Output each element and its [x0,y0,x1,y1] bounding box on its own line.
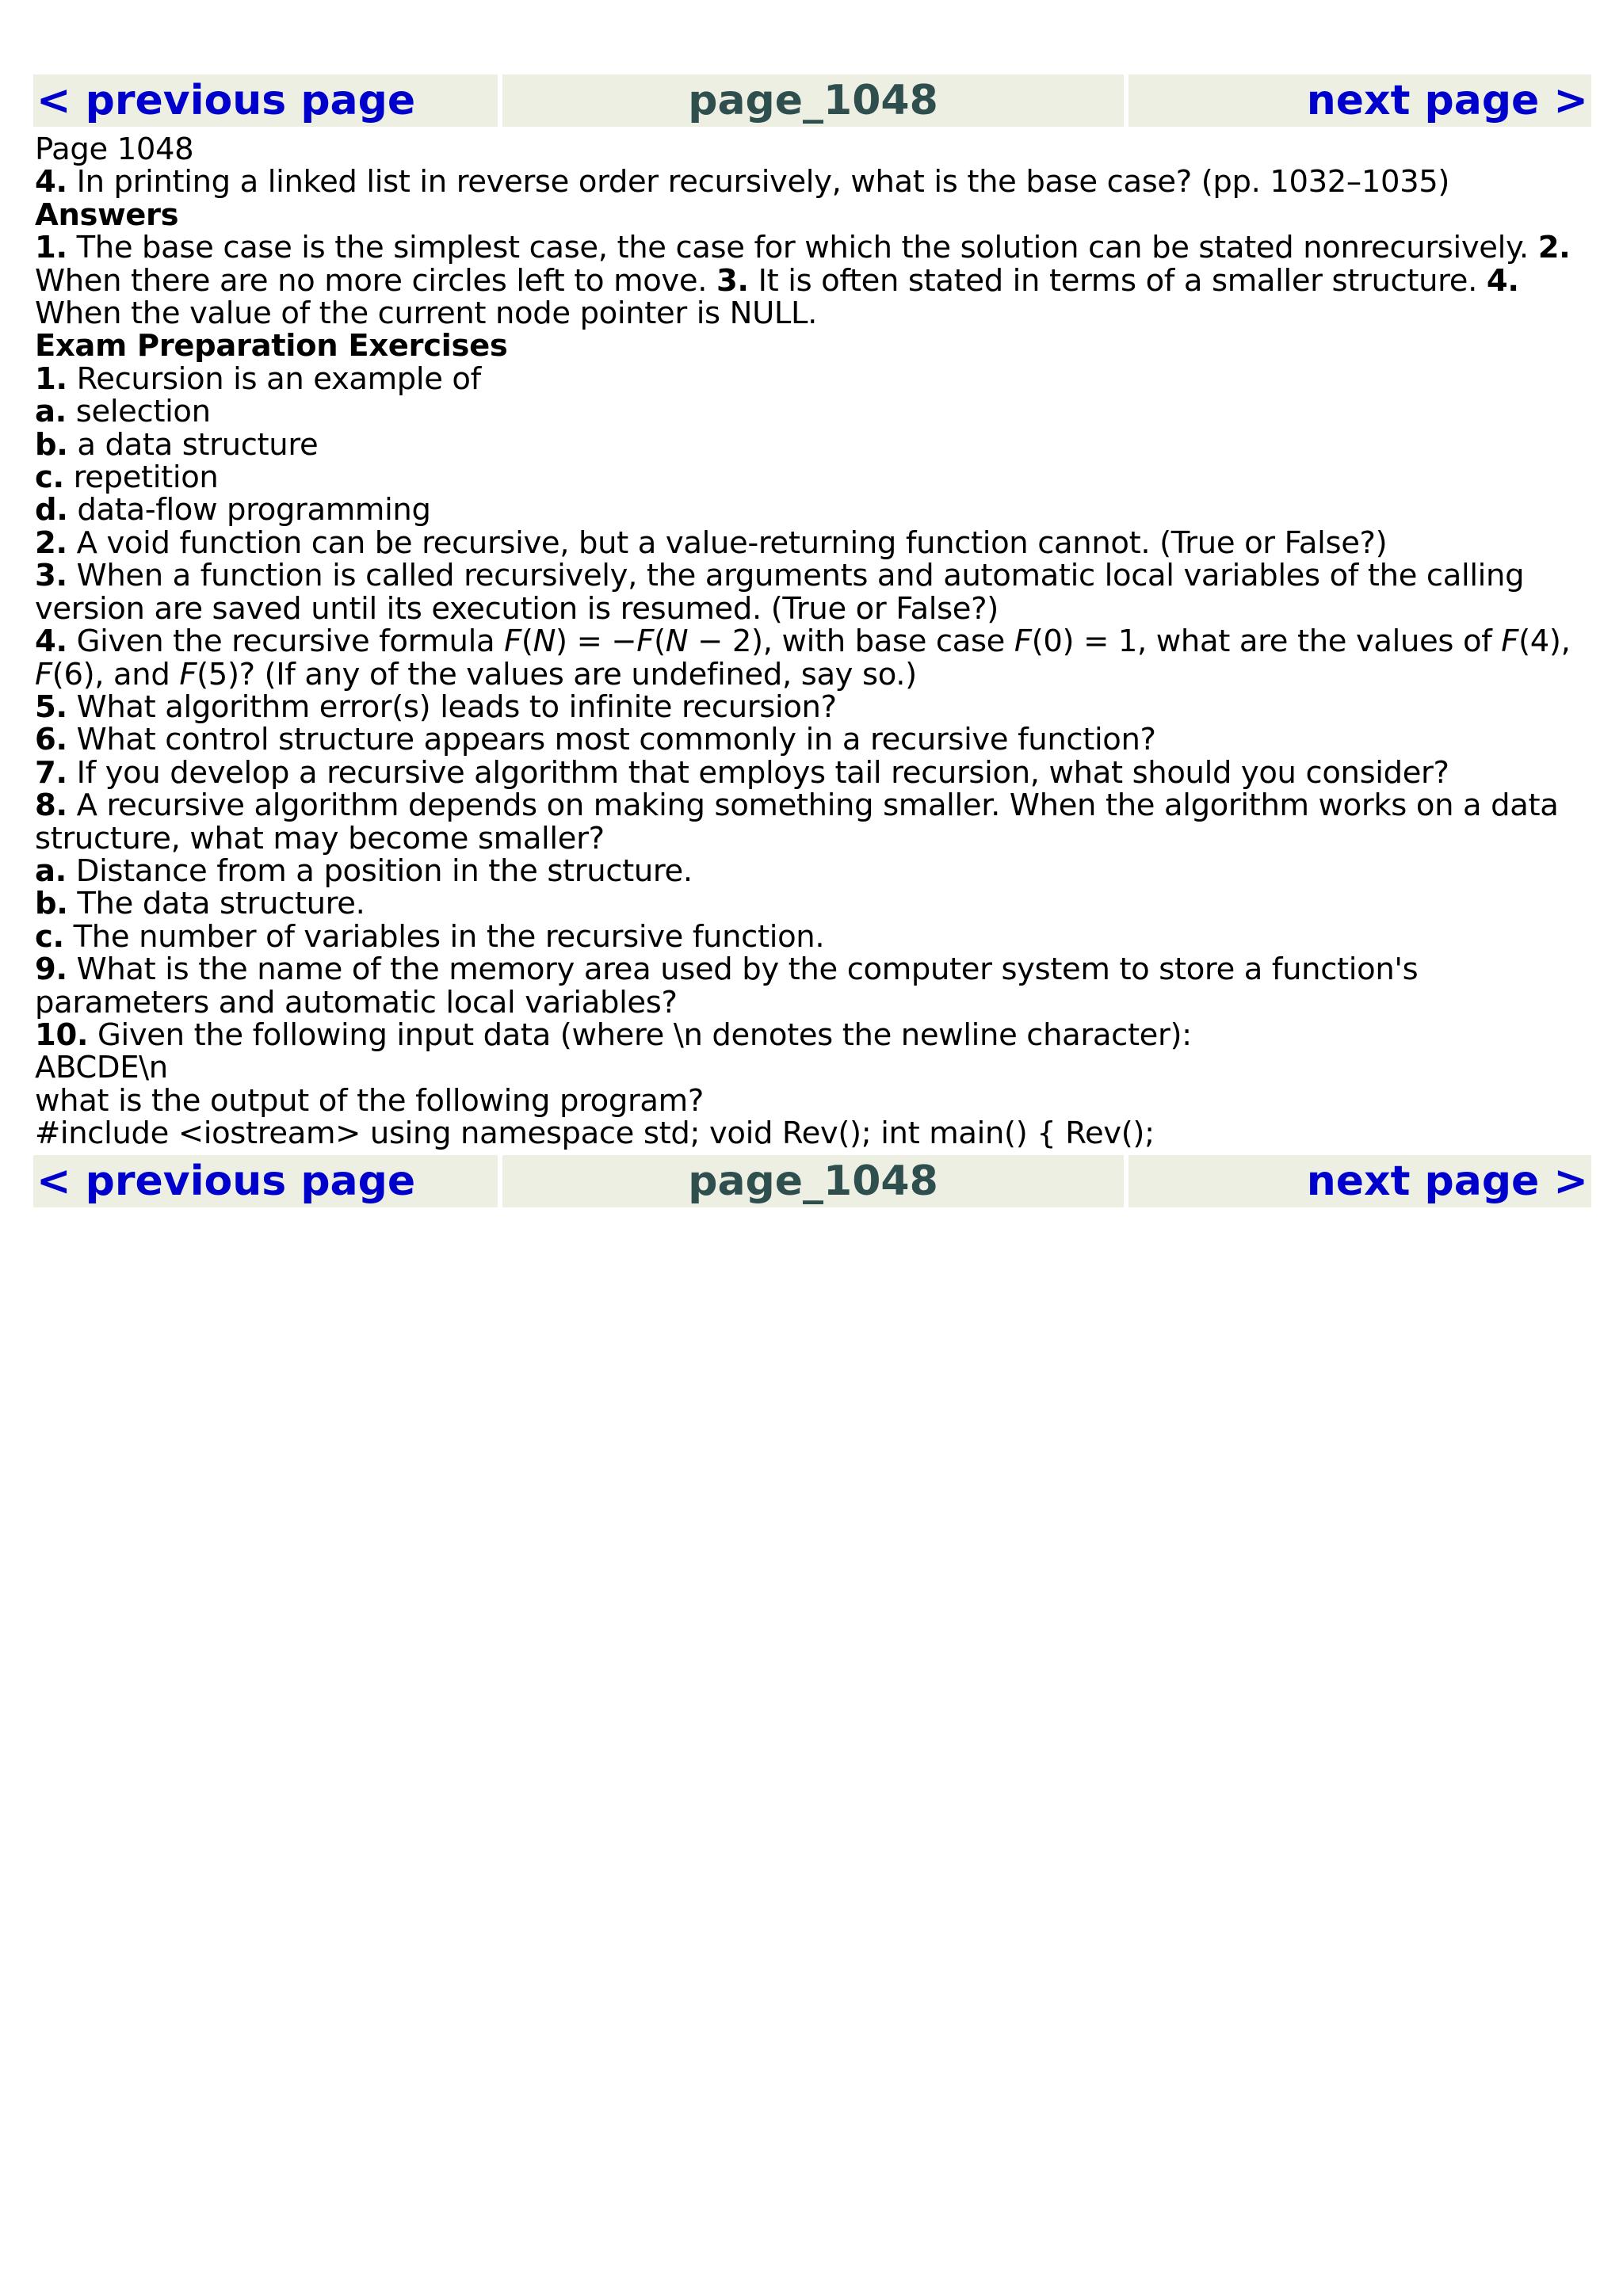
exercise-number: 5. [35,688,67,725]
exercise-number: 2. [35,524,67,561]
exercise-text: What algorithm error(s) leads to infinite recursion? [67,688,837,725]
option-text: a data structure [67,426,319,463]
option-text: The data structure. [67,886,365,922]
answer-3-number: 3. [716,262,749,299]
exercise-text: If you develop a recursive algorithm that employs tail recursion, what should you consider? [67,754,1449,791]
exercise-text: Given the recursive formula [67,624,505,660]
formula-var: F [636,624,655,660]
bottom-page-id: page_1048 [502,1155,1124,1207]
exercise-number: 7. [35,754,67,791]
option-label: d. [35,492,68,528]
answers-heading-text: Answers [35,196,179,233]
exam-heading-text: Exam Preparation Exercises [35,328,508,364]
exercise-number: 6. [35,722,67,758]
option-text: The number of variables in the recursive function. [63,918,825,955]
option-label: a. [35,852,67,889]
exercise-4 [35,625,1590,691]
exercise-8-option-b [35,887,1591,920]
top-navbar [33,74,1591,127]
answers-heading [35,196,1591,233]
output-question: what is the output of the following program? [35,1082,704,1119]
exercise-text: Given the following input data (where \n denotes the newline character): [88,1016,1192,1053]
exercise-number: 3. [35,558,67,594]
option-label: c. [35,460,64,496]
option-label: b. [35,426,68,463]
formula-var: F [179,656,197,692]
bottom-navbar [33,1155,1591,1207]
exercise-3 [35,559,1590,625]
exercise-text: − 2), with base case [688,624,1014,660]
exercise-8-option-c [35,918,1591,955]
exercise-2 [35,524,1591,561]
exercise-8 [35,789,1590,855]
exercise-text: ( [521,624,533,660]
option-text: selection [66,394,211,430]
exercise-number: 9. [35,952,67,988]
page-container [33,74,1591,1207]
formula-var: F [35,656,52,692]
exercise-text: ) = − [556,624,637,660]
exercise-8-option-a [35,852,1591,889]
exercise-text: What control structure appears most commonly in a recursive function? [67,722,1156,758]
top-page-id: page_1048 [502,74,1124,127]
exercise-text: (5)? (If any of the values are undefined, say so.) [197,656,917,692]
option-label: c. [35,918,64,955]
top-previous-page-link[interactable]: < previous page [36,77,416,124]
answer-2-text: When there are no more circles left to move. [35,262,716,299]
option-text: Distance from a position in the structure. [66,852,693,889]
formula-var: N [665,624,689,660]
bottom-next-page-link[interactable]: next page > [1306,1157,1588,1205]
input-data: ABCDE\n [35,1050,168,1086]
exercise-number: 1. [35,360,67,397]
exercise-1-option-b [35,426,1591,463]
page-label: Page 1048 [35,132,194,167]
exercise-text: A recursive algorithm depends on making something smaller. When the algorithm works on a data structure, what may become smaller? [35,788,1559,856]
option-label: a. [35,394,67,430]
answer-1-text: The base case is the simplest case, the case for which the solution can be stated nonrecursively. [67,230,1538,266]
formula-var: F [1014,624,1032,660]
answer-3-text: It is often stated in terms of a smaller structure. [748,262,1487,299]
exercise-text: ( [654,624,666,660]
exercise-number: 4. [35,624,67,660]
question-number: 4. [35,164,67,200]
exercise-5 [35,688,1591,725]
exercise-number: 8. [35,788,67,824]
top-nav-next-cell [1128,74,1591,127]
exercise-6 [35,723,1591,756]
bottom-previous-page-link[interactable]: < previous page [36,1157,416,1205]
top-next-page-link[interactable]: next page > [1306,77,1588,124]
exam-heading [35,330,1591,362]
formula-var: F [504,624,521,660]
review-question-4 [35,166,1591,198]
exercise-text: What is the name of the memory area used by the computer system to store a function's parameters and automatic local variables? [35,952,1419,1020]
exercise-text: (6), and [52,656,180,692]
question-text: In printing a linked list in reverse order recursively, what is the base case? (pp. 1032–1035) [67,164,1450,200]
option-text: data-flow programming [67,492,431,528]
option-label: b. [35,886,68,922]
exercise-1-option-d [35,494,1591,526]
answer-4-number: 4. [1486,262,1519,299]
exercise-text: Recursion is an example of [67,360,481,397]
top-nav-prev-cell [33,74,498,127]
answers-paragraph [35,231,1590,330]
answer-2-number: 2. [1537,230,1571,266]
exercise-text: (4), [1518,624,1571,660]
answer-1-number: 1. [35,230,67,266]
bottom-nav-prev-cell [33,1155,498,1207]
bottom-nav-next-cell [1128,1155,1591,1207]
formula-var: F [1501,624,1519,660]
exercise-text: (0) = 1, what are the values of [1031,624,1502,660]
exercise-text: When a function is called recursively, the arguments and automatic local variables of the calling version are saved until its execution is resumed. (True or False?) [35,558,1525,627]
page-content [33,127,1591,1155]
exercise-number: 10. [35,1016,89,1053]
exercise-10 [35,1016,1591,1053]
answer-4-text: When the value of the current node pointer is NULL. [35,296,818,332]
code-line: #include <iostream> using namespace std; void Rev(); int main() { Rev(); [35,1116,1155,1152]
exercise-9 [35,953,1590,1019]
exercise-1-option-a [35,395,1591,428]
option-text: repetition [63,460,219,496]
exercise-1 [35,360,1591,397]
exercise-1-option-c [35,461,1591,494]
formula-var: N [533,624,556,660]
exercise-7 [35,754,1591,791]
exercise-text: A void function can be recursive, but a value-returning function cannot. (True or False?) [67,524,1388,561]
